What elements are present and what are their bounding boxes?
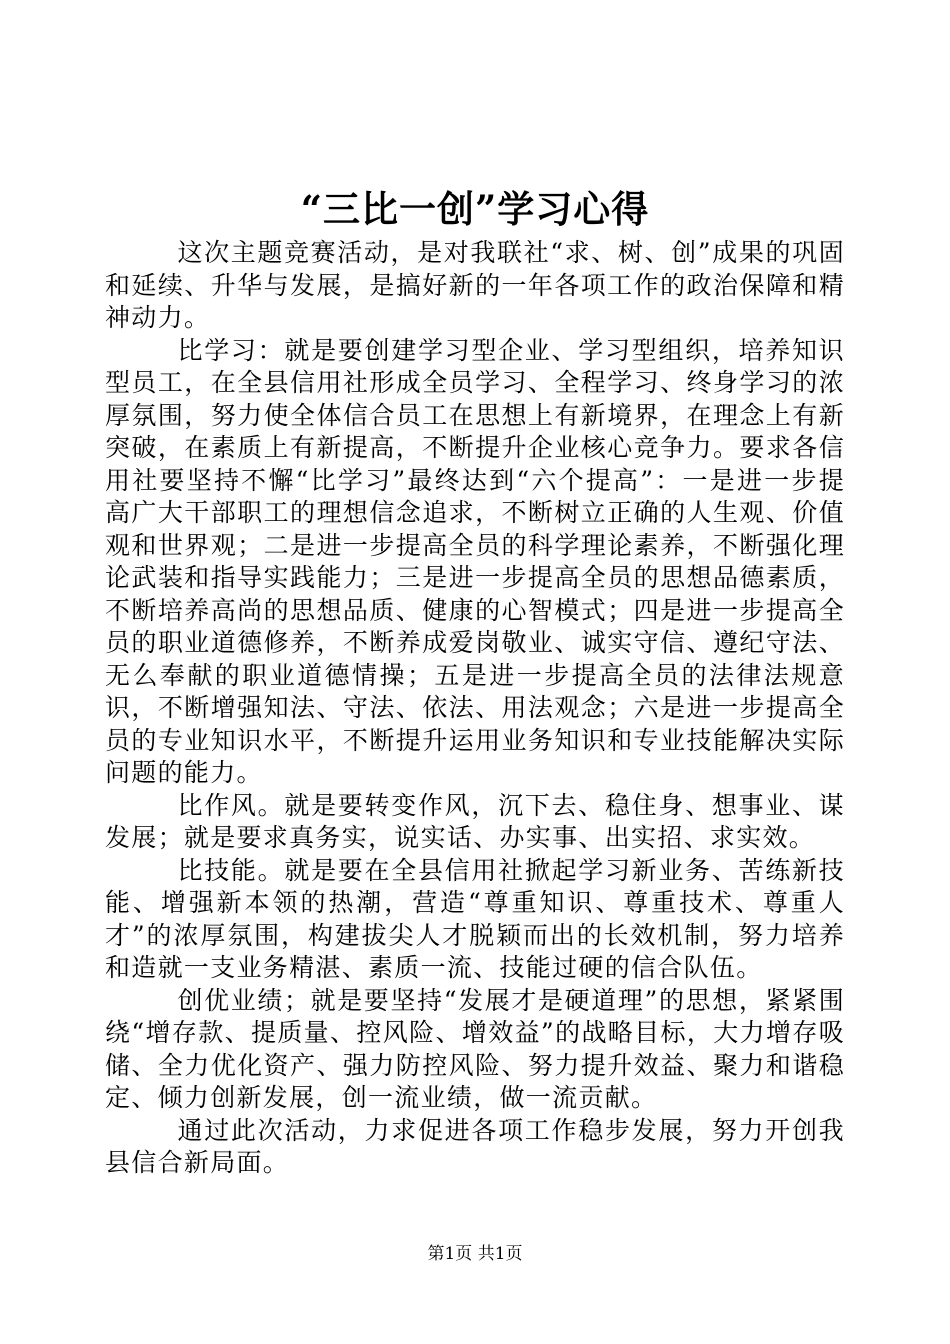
page-number-footer: 第1页 共1页 xyxy=(427,1244,523,1264)
document-title: “三比一创”学习心得 xyxy=(300,187,650,231)
paragraph-conclusion: 通过此次活动，力求促进各项工作稳步发展，努力开创我县信合新局面。 xyxy=(105,1115,845,1177)
paragraph-study: 比学习：就是要创建学习型企业、学习型组织，培养知识型员工，在全县信用社形成全员学习、全程学习、终身学习的浓厚氛围，努力使全体信合员工在思想上有新境界，在理念上有新突破，在素质上有新提高，不断提升企业核心竞争力。要求各信用社要坚持不懈“比学习”最终达到“六个提高”：一是进一步提高广大干部职工的理想信念追求，不断树立正确的人生观、价值观和世界观；二是进一步提高全员的科学理论素养，不断强化理论武装和指导实践能力；三是进一步提高全员的思想品德素质，不断培养高尚的思想品质、健康的心智模式；四是进一步提高全员的职业道德修养，不断养成爱岗敬业、诚实守信、遵纪守法、无么奉献的职业道德情操；五是进一步提高全员的法律法规意识，不断增强知法、守法、依法、用法观念；六是进一步提高全员的专业知识水平，不断提升运用业务知识和专业技能解决实际问题的能力。 xyxy=(105,335,845,787)
paragraph-skills: 比技能。就是要在全县信用社掀起学习新业务、苦练新技能、增强新本领的热潮，营造“尊重知识、尊重技术、尊重人才”的浓厚氛围，构建拔尖人才脱颖而出的长效机制，努力培养和造就一支业务精湛、素质一流、技能过硬的信合队伍。 xyxy=(105,855,845,982)
paragraph-performance: 创优业绩；就是要坚持“发展才是硬道理”的思想，紧紧围绕“增存款、提质量、控风险、增效益”的战略目标，大力增存吸储、全力优化资产、强力防控风险、努力提升效益、聚力和谐稳定、倾力创新发展，创一流业绩，做一流贡献。 xyxy=(105,985,845,1112)
paragraph-intro: 这次主题竞赛活动，是对我联社“求、树、创”成果的巩固和延续、升华与发展，是搞好新的一年各项工作的政治保障和精神动力。 xyxy=(105,238,845,332)
document-body xyxy=(105,237,845,1180)
paragraph-style: 比作风。就是要转变作风，沉下去、稳住身、想事业、谋发展；就是要求真务实，说实话、办实事、出实招、求实效。 xyxy=(105,790,845,852)
